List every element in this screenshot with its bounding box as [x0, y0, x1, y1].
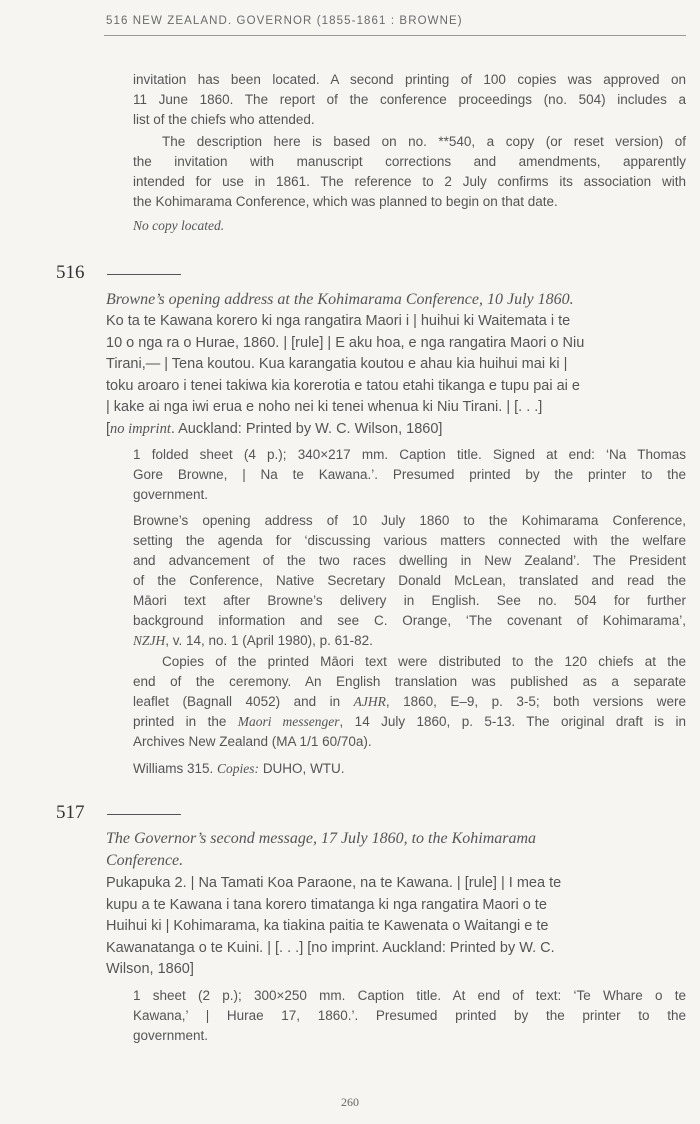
entry-title-517: The Governor’s second message, 17 July 1860, to the Kohimarama Conference.: [106, 830, 537, 869]
running-head: 516 NEW ZEALAND. GOVERNOR (1855-1861 : BROWNE): [106, 15, 463, 27]
entry-dash-517: [107, 814, 181, 815]
intro-paragraph-2: The description here is based on no. **540, a copy (or reset version) of the invitation with manuscript corrections and amendments, apparently intended for use in 1861. The reference to 2 July confirms its association with the Kohimarama Conference, which was planned to begin on that date.: [133, 134, 686, 209]
intro-paragraph-1: invitation has been located. A second printing of 100 copies was approved on 11 June 1860. The report of the conference proceedings (no. 504) includes a list of the chiefs who attended.: [133, 72, 686, 127]
header-rule: [104, 35, 686, 36]
physical-description-516: 1 folded sheet (4 p.); 340×217 mm. Caption title. Signed at end: ‘Na Thomas Gore Browne, | Na te Kawana.’. Presumed printed by the printer to the government.: [133, 447, 686, 502]
entry-title-516: Browne’s opening address at the Kohimarama Conference, 10 July 1860.: [106, 291, 574, 308]
no-copy-note: No copy located.: [133, 218, 225, 233]
imprint-516: [no imprint. Auckland: Printed by W. C. Wilson, 1860]: [106, 420, 443, 437]
page-number: 260: [341, 1095, 359, 1109]
physical-description-517: 1 sheet (2 p.); 300×250 mm. Caption title. At end of text: ‘Te Whare o te Kawana,’ | Hurae 17, 1860.’. Presumed printed by the printer to the government.: [133, 988, 686, 1043]
maori-text-516: Ko ta te Kawana korero ki nga rangatira Maori i | huihui ki Waitemata i te 10 o nga ra o Hurae, 1860. | [rule] | E aku hoa, e nga rangatira Maori o Niu Tirani,— | Tena koutou. Kua karangatia koutou e ahau kia huihui mai ki | toku aroaro i tenei takiwa kia korerotia e tatou etahi tikanga e tupu pai ai e | kake ai nga iwi erua e noho nei ki tenei whenua ki Niu Tirani. | [. . .] [no imprint. Auckland: Printed by W. C. Wilson, 1860]: [106, 311, 686, 440]
entry-dash-516: [107, 274, 181, 275]
note-516-para-2: Copies of the printed Māori text were distributed to the 120 chiefs at the end of the ceremony. An English translation was published as a separate leaflet (Bagnall 4052) and in AJHR, 1860, E–9, p. 3-5; both versions were printed in the Maori messenger, 14 July 1860, p. 5-13. The original draft is in Archives New Zealand (MA 1/1 60/70a).: [133, 654, 686, 749]
holdings-516: Williams 315. Copies: DUHO, WTU.: [133, 761, 345, 776]
maori-text-517: Pukapuka 2. | Na Tamati Koa Paraone, na te Kawana. | [rule] | I mea te kupu a te Kawana i tana korero timatanga ki nga rangatira Maori o te Huihui ki | Kohimarama, ka tiakina paitia te Kawenata o Waitangi e te Kawanatanga o te Kuini. | [. . .] [no imprint. Auckland: Printed by W. C. Wilson, 1860]: [106, 875, 562, 977]
note-516-para-1: Browne’s opening address of 10 July 1860 to the Kohimarama Conference, setting the agenda for ‘discussing various matters connected with the welfare and advancement of the two races dwelling in New Zealand’. The President of the Conference, Native Secretary Donald McLean, translated and read the Māori text after Browne’s delivery in English. See no. 504 for further background information and see C. Orange, ‘The covenant of Kohimarama’, NZJH, v. 14, no. 1 (April 1980), p. 61-82.: [133, 513, 686, 648]
entry-number-517: 517: [56, 802, 85, 823]
entry-number-516: 516: [56, 262, 85, 283]
